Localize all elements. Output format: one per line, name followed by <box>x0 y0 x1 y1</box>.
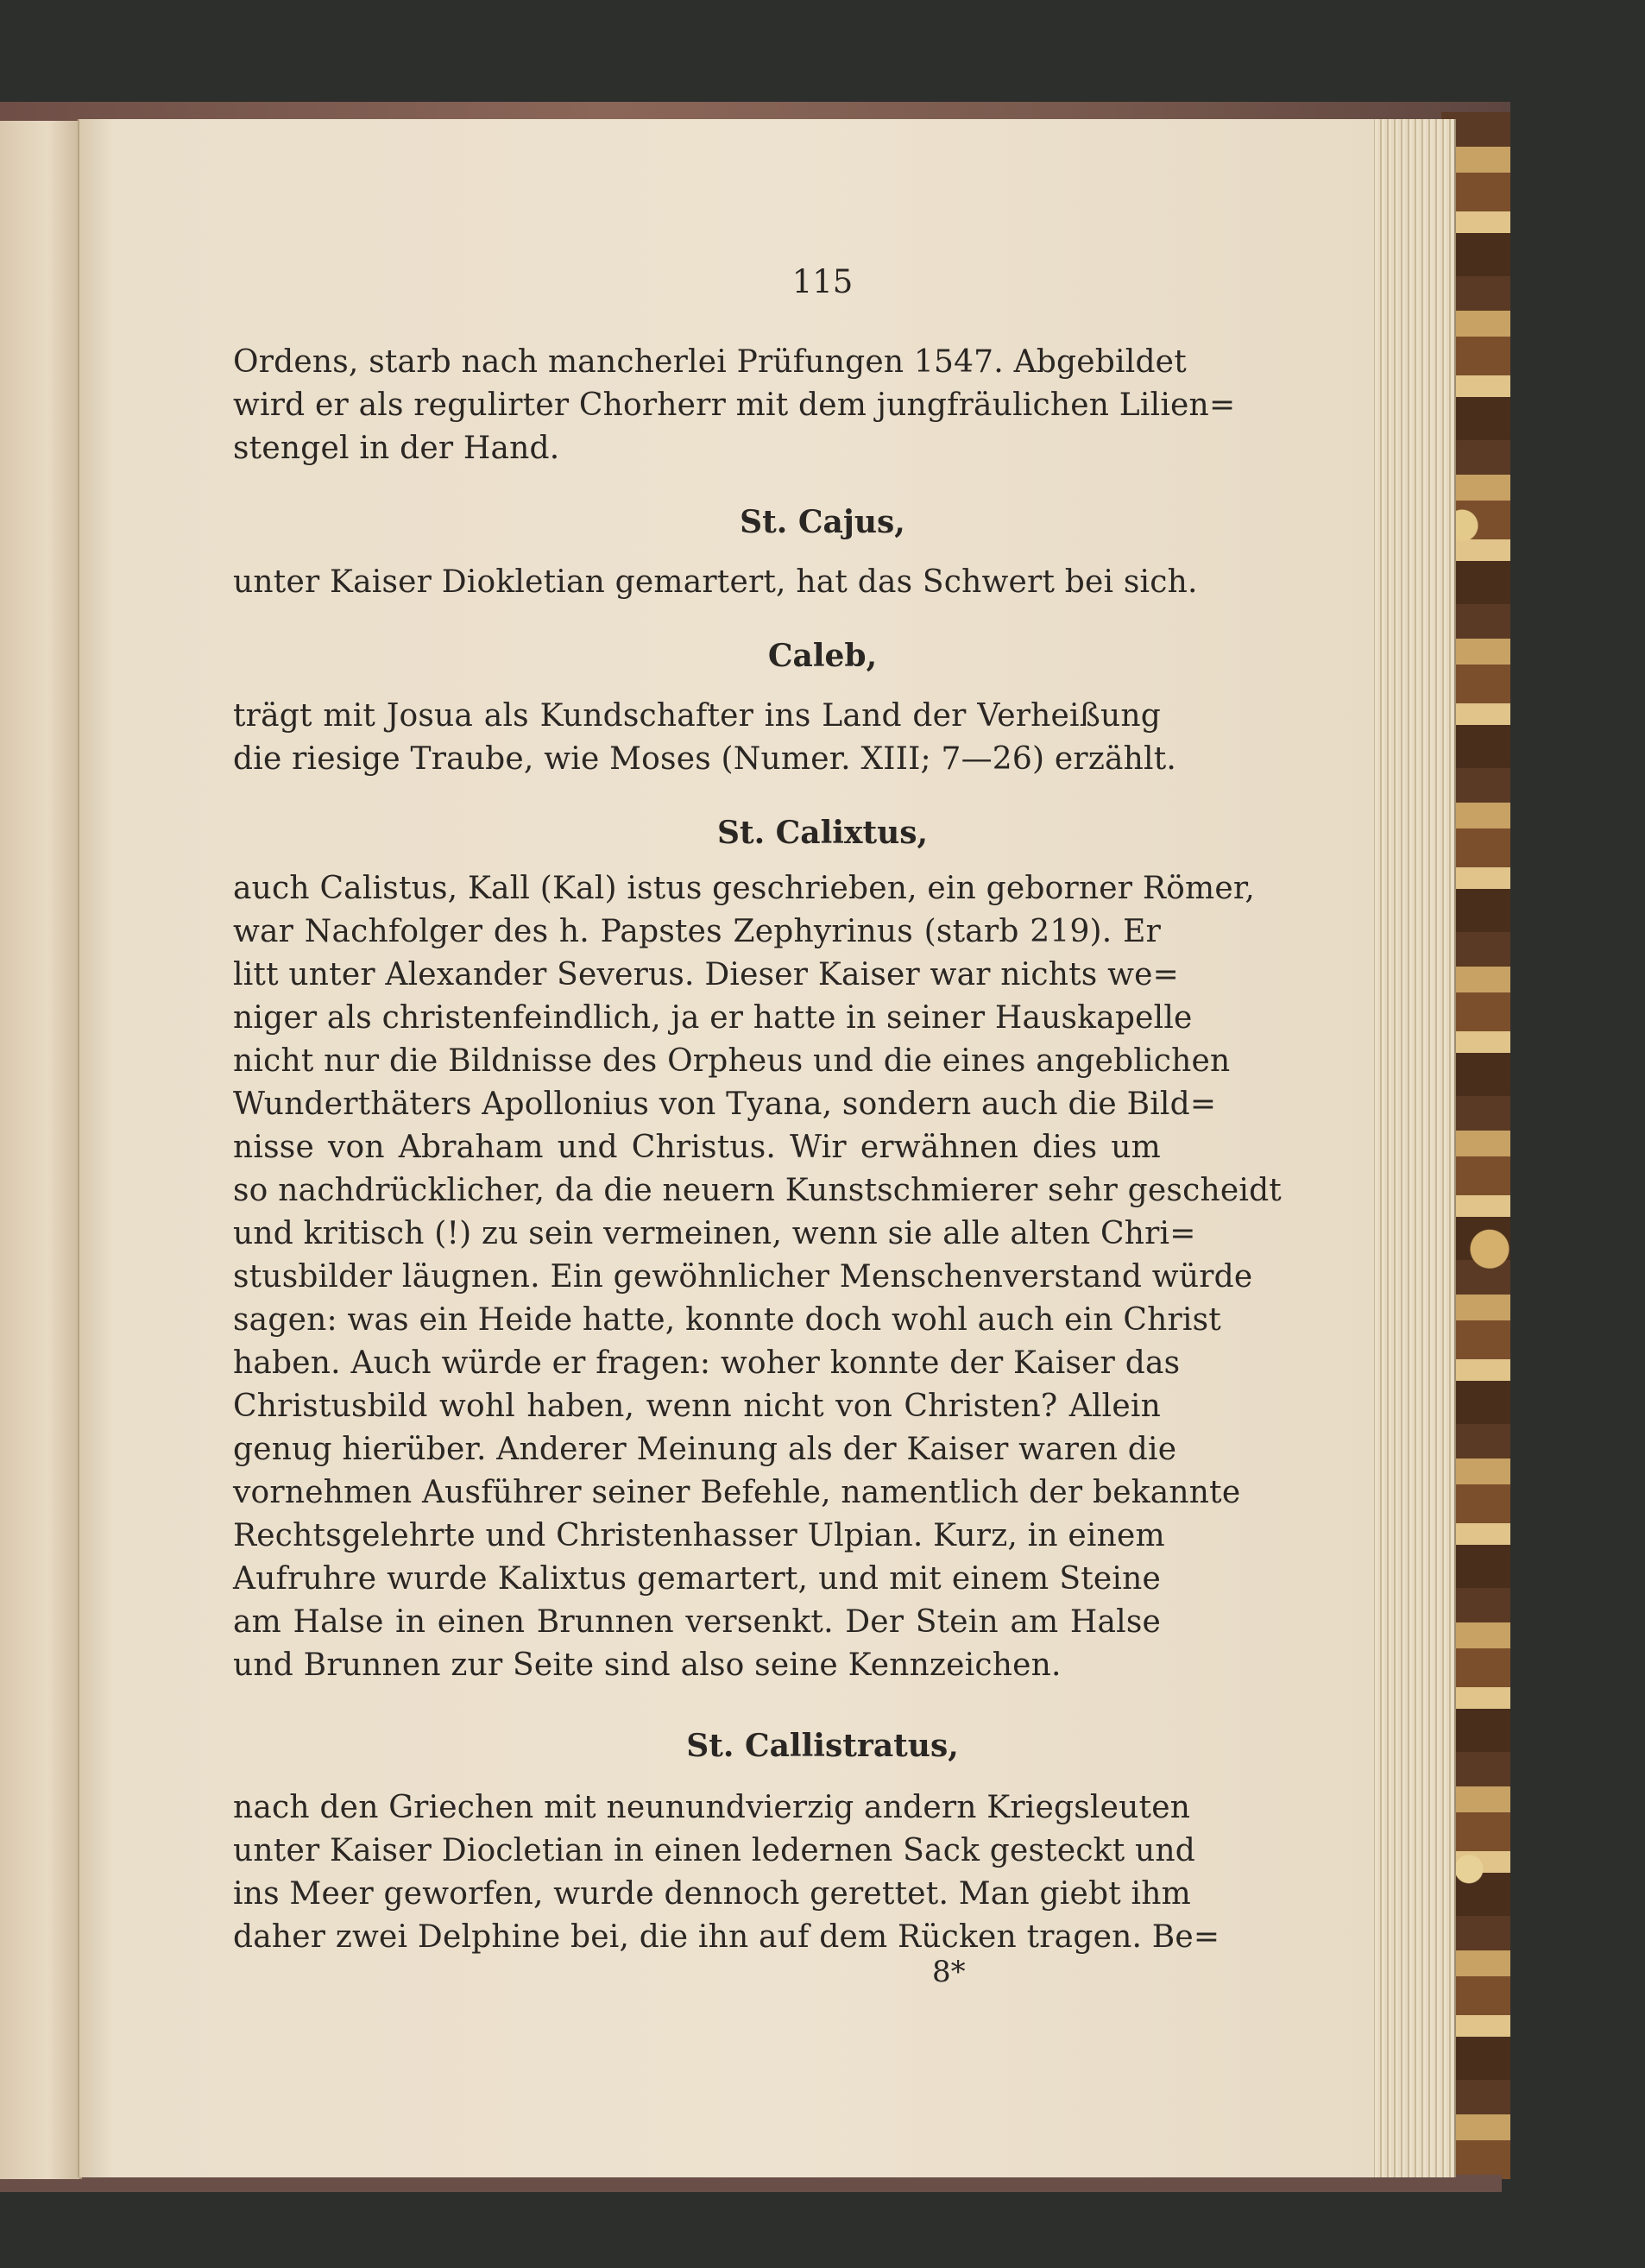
text-line: litt unter Alexander Severus. Dieser Kaiser war nichts we= <box>233 957 1179 992</box>
text-line: niger als christenfeindlich, ja er hatte in seiner Hauskapelle <box>233 1000 1193 1036</box>
page-number: 115 <box>791 263 854 300</box>
text-line: die riesige Traube, wie Moses (Numer. XIII; 7—26) erzählt. <box>233 741 1177 777</box>
text-line: auch Calistus, Kall (Kal) istus geschrieben, ein geborner Römer, <box>233 871 1255 906</box>
text-line: so nachdrücklicher, da die neuern Kunstschmierer sehr gescheidt <box>233 1173 1282 1208</box>
book-cover-bottom-edge <box>0 2175 1502 2192</box>
text-line: Rechtsgelehrte und Christenhasser Ulpian. Kurz, in einem <box>233 1518 1165 1553</box>
heading-st-callistratus: St. Callistratus, <box>686 1728 959 1764</box>
text-line: nisse von Abraham und Christus. Wir erwähnen dies um <box>233 1130 1161 1165</box>
text-line: am Halse in einen Brunnen versenkt. Der Stein am Halse <box>233 1604 1161 1640</box>
text-line: haben. Auch würde er fragen: woher konnte der Kaiser das <box>233 1345 1181 1381</box>
text-line: nach den Griechen mit neunundvierzig andern Kriegsleuten <box>233 1790 1191 1825</box>
text-line: stusbilder läugnen. Ein gewöhnlicher Menschenverstand würde <box>233 1259 1253 1295</box>
text-line: und kritisch (!) zu sein vermeinen, wenn sie alle alten Chri= <box>233 1216 1196 1251</box>
text-line: sagen: was ein Heide hatte, konnte doch wohl auch ein Christ <box>233 1302 1221 1338</box>
text-line: daher zwei Delphine bei, die ihn auf dem Rücken tragen. Be= <box>233 1919 1220 1955</box>
text-line: Christusbild wohl haben, wenn nicht von Christen? Allein <box>233 1389 1161 1424</box>
text-line: unter Kaiser Diokletian gemartert, hat das Schwert bei sich. <box>233 564 1198 600</box>
heading-st-calixtus: St. Calixtus, <box>716 815 929 851</box>
text-line: unter Kaiser Diocletian in einen ledernen Sack gesteckt und <box>233 1833 1196 1868</box>
text-line: trägt mit Josua als Kundschafter ins Land der Verheißung <box>233 698 1161 734</box>
signature-mark: 8* <box>932 1955 966 1989</box>
heading-caleb: Caleb, <box>767 638 878 674</box>
text-line: wird er als regulirter Chorherr mit dem jungfräulichen Lilien= <box>233 387 1236 423</box>
text-line: genug hierüber. Anderer Meinung als der Kaiser waren die <box>233 1432 1177 1467</box>
text-line: Aufruhre wurde Kalixtus gemartert, und mit einem Steine <box>233 1561 1161 1597</box>
text-line: war Nachfolger des h. Papstes Zephyrinus (starb 219). Er <box>233 914 1161 949</box>
text-line: Ordens, starb nach mancherlei Prüfungen 1547. Abgebildet <box>233 344 1187 380</box>
text-line: stengel in der Hand. <box>233 431 560 466</box>
text-line: und Brunnen zur Seite sind also seine Kennzeichen. <box>233 1647 1062 1683</box>
page-stack-edge <box>1364 119 1456 2177</box>
heading-st-cajus: St. Cajus, <box>740 504 905 540</box>
text-line: vornehmen Ausführer seiner Befehle, namentlich der bekannte <box>233 1475 1241 1510</box>
facing-page-edge <box>0 121 82 2179</box>
text-line: Wunderthäters Apollonius von Tyana, sondern auch die Bild= <box>233 1087 1217 1122</box>
text-line: ins Meer geworfen, wurde dennoch gerettet. Man giebt ihm <box>233 1876 1191 1912</box>
text-line: nicht nur die Bildnisse des Orpheus und die eines angeblichen <box>233 1043 1231 1079</box>
